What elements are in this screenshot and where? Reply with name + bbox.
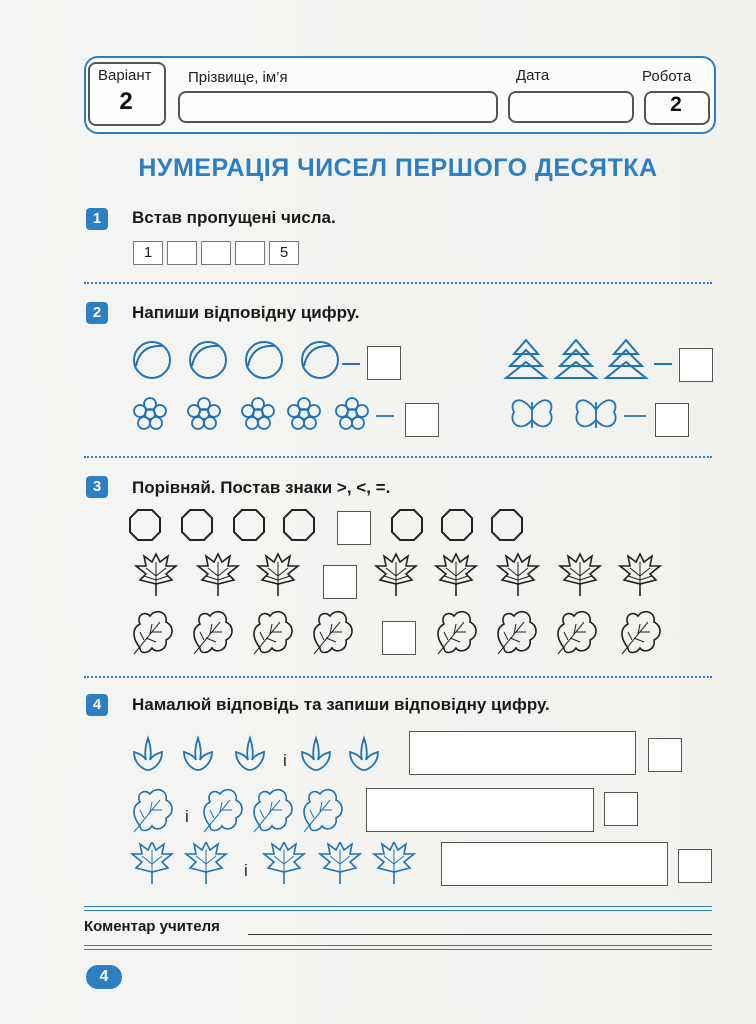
butterfly-icon	[576, 400, 615, 428]
compare-box[interactable]	[382, 621, 416, 655]
answer-box[interactable]	[678, 849, 712, 883]
butterfly-icon	[512, 400, 551, 428]
task-text-4: Намалюй відповідь та запиши відповідну цифру.	[132, 695, 550, 714]
fir-tree-icon	[606, 340, 646, 378]
footer-divider	[84, 949, 712, 950]
conjunction-label: і	[185, 807, 189, 826]
maple-leaf-icon	[136, 554, 176, 596]
teacher-comment-line[interactable]	[248, 934, 712, 935]
compare-box[interactable]	[337, 511, 371, 545]
lily-icon	[134, 738, 162, 770]
lily-icons-row	[128, 734, 398, 774]
drawing-area[interactable]	[409, 731, 636, 775]
answer-box[interactable]	[655, 403, 689, 437]
task-text-1: Встав пропущені числа.	[132, 208, 336, 227]
flower-icon	[188, 398, 220, 429]
maple-leaf-icon	[320, 842, 360, 884]
octagons-row	[128, 506, 668, 546]
task-text-2: Напиши відповідну цифру.	[132, 303, 360, 322]
maple-leaves-row	[128, 552, 668, 602]
conjunction-label: і	[283, 751, 287, 770]
maple-leaf-icon	[560, 554, 600, 596]
maple-leaves-blue-row	[128, 842, 428, 888]
maple-leaf-icon	[264, 842, 304, 884]
answer-box[interactable]	[648, 738, 682, 772]
oak-leaf-icon	[134, 612, 172, 654]
section-divider	[84, 456, 712, 458]
answer-box[interactable]	[604, 792, 638, 826]
footer-divider	[84, 945, 712, 946]
oak-leaf-icon	[134, 790, 172, 832]
page-number: 4	[86, 965, 122, 989]
moon-icon	[134, 342, 170, 378]
oak-leaf-icon	[304, 790, 342, 832]
number-cell[interactable]	[235, 241, 265, 265]
octagon-icon	[492, 510, 522, 540]
drawing-area[interactable]	[366, 788, 594, 832]
section-divider	[84, 282, 712, 284]
oak-leaf-icon	[254, 612, 292, 654]
variant-label: Варіант	[98, 67, 152, 84]
oak-leaf-icon	[204, 790, 242, 832]
lily-icon	[184, 738, 212, 770]
maple-leaf-icon	[186, 842, 226, 884]
fir-tree-icon	[506, 340, 546, 378]
conjunction-label: і	[244, 861, 248, 880]
header-panel	[84, 56, 716, 134]
task-text-3: Порівняй. Постав знаки >, <, =.	[132, 478, 391, 497]
maple-leaf-icon	[198, 554, 238, 596]
octagon-icon	[284, 510, 314, 540]
work-value: 2	[670, 93, 682, 116]
oak-leaf-icon	[254, 790, 292, 832]
number-cell: 5	[269, 241, 299, 265]
oak-leaf-icon	[622, 612, 660, 654]
answer-box[interactable]	[405, 403, 439, 437]
trees-and-butterflies-icons	[500, 336, 680, 444]
lily-icon	[350, 738, 378, 770]
octagon-icon	[234, 510, 264, 540]
name-field[interactable]	[178, 91, 498, 123]
oak-leaves-blue-row	[128, 786, 358, 836]
octagon-icon	[182, 510, 212, 540]
task-number-4: 4	[86, 694, 108, 716]
teacher-comment-label: Коментар учителя	[84, 918, 220, 935]
date-field[interactable]	[508, 91, 634, 123]
flower-icon	[288, 398, 320, 429]
number-cell[interactable]	[167, 241, 197, 265]
fir-tree-icon	[556, 340, 596, 378]
moon-icon	[302, 342, 338, 378]
answer-box[interactable]	[367, 346, 401, 380]
octagon-icon	[442, 510, 472, 540]
oak-leaf-icon	[438, 612, 476, 654]
moon-icon	[246, 342, 282, 378]
footer-divider	[84, 910, 712, 911]
work-label: Робота	[642, 68, 692, 85]
oak-leaf-icon	[498, 612, 536, 654]
number-cell[interactable]	[201, 241, 231, 265]
moon-icon	[190, 342, 226, 378]
task-number-1: 1	[86, 208, 108, 230]
page-title: НУМЕРАЦІЯ ЧИСЕЛ ПЕРШОГО ДЕСЯТКА	[138, 154, 658, 182]
maple-leaf-icon	[498, 554, 538, 596]
oak-leaf-icon	[194, 612, 232, 654]
maple-leaf-icon	[258, 554, 298, 596]
maple-leaf-icon	[376, 554, 416, 596]
maple-leaf-icon	[374, 842, 414, 884]
compare-box[interactable]	[323, 565, 357, 599]
answer-box[interactable]	[679, 348, 713, 382]
octagon-icon	[130, 510, 160, 540]
maple-leaf-icon	[132, 842, 172, 884]
section-divider	[84, 676, 712, 678]
maple-leaf-icon	[620, 554, 660, 596]
number-cell: 1	[133, 241, 163, 265]
lily-icon	[236, 738, 264, 770]
task-number-2: 2	[86, 302, 108, 324]
oak-leaf-icon	[314, 612, 352, 654]
date-label: Дата	[516, 67, 550, 84]
oak-leaf-icon	[558, 612, 596, 654]
flower-icon	[336, 398, 368, 429]
lily-icon	[302, 738, 330, 770]
footer-divider	[84, 906, 712, 907]
task-number-3: 3	[86, 476, 108, 498]
octagon-icon	[392, 510, 422, 540]
name-label: Прізвище, ім’я	[188, 69, 288, 86]
variant-value: 2	[119, 88, 133, 115]
flower-icon	[134, 398, 166, 429]
flower-icon	[242, 398, 274, 429]
maple-leaf-icon	[436, 554, 476, 596]
drawing-area[interactable]	[441, 842, 668, 886]
